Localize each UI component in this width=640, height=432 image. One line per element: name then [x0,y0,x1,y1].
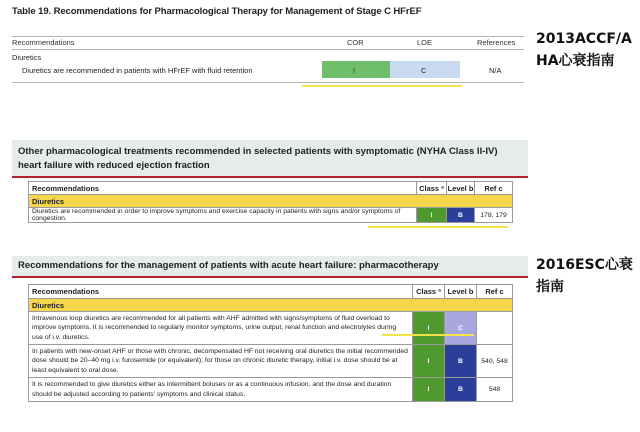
side-note-esc [536,254,633,298]
esc1-row1-text: Diuretics are recommended in order to improve symptoms and exercise capacity in patients with signs and/or symptoms of congestion. [29,208,417,223]
esc2-row3-level: B [445,378,477,402]
aha-table-title: Table 19. Recommendations for Pharmacological Therapy for Management of Stage C HFrEF [12,6,422,17]
aha-header-recommendations: Recommendations [12,38,75,47]
esc2-header-recommendations: Recommendations [29,285,413,299]
esc2-highlight-underline [382,334,474,336]
esc1-title: Other pharmacological treatments recommended in selected patients with symptomatic (NYHA Class II-IV) heart failure with reduced ejection fraction [18,146,498,171]
esc2-row2-class: I [413,345,445,378]
aha-section-diuretics: Diuretics [12,53,42,62]
aha-cor-cell [322,61,390,78]
table-row [29,312,513,345]
side-note-esc-line2: 指南 [536,279,564,295]
esc2-section-diuretics: Diuretics [29,299,513,312]
side-note-aha [536,28,632,72]
aha-header-loe: LOE [417,38,433,47]
esc2-table [28,284,513,402]
aha-ref-value: N/A [489,66,502,75]
esc2-title: Recommendations for the management of patients with acute heart failure: pharmacotherapy [18,260,439,271]
table-row [29,378,513,402]
aha-header-cor: COR [347,38,364,47]
esc1-title-rule [12,176,528,178]
esc2-header-level: Level b [445,285,477,299]
esc2-row1-level: C [445,312,477,345]
table-row [29,345,513,378]
side-note-aha-line2: HA心衰指南 [536,53,615,69]
aha-recommendation-text: Diuretics are recommended in patients with HFrEF with fluid retention [22,66,253,75]
esc2-row1-class: I [413,312,445,345]
aha-loe-value: C [421,66,427,75]
table-row [29,208,513,223]
esc1-header-recommendations: Recommendations [29,182,417,195]
aha-header-references: References [477,38,516,47]
side-note-esc-line1: 2016ESC心衰 [536,257,633,273]
esc1-row1-ref: 178, 179 [475,208,513,223]
esc2-row3-text: It is recommended to give diuretics either as intermittent boluses or as a continuous infusion, and the dose and duration should be adjusted according to patients' symptoms and clinical status. [29,378,413,402]
aha-cor-value: I [353,66,356,75]
esc1-row1-class: I [417,208,447,223]
aha-header-bottom-rule [12,49,524,50]
esc2-row2-text: In patients with new-onset AHF or those with chronic, decompensated HF not receiving oral diuretics the initial recommended dose should be 20–40 mg i.v. furosemide (or equivalent); for those on chronic diuretic therapy, initial i.v. dose should be at least equivalent to oral dose. [29,345,413,378]
esc2-header-class: Class ª [413,285,445,299]
esc1-row1-level: B [447,208,475,223]
esc1-table [28,181,513,223]
esc2-row2-ref: 540, 548 [477,345,513,378]
esc1-header-level: Level b [447,183,474,193]
aha-highlight-underline [302,85,462,87]
aha-row-bottom-rule [12,82,524,83]
esc1-header-class: Class ª [417,182,447,195]
esc2-title-rule [12,276,528,278]
esc1-header-row [29,182,513,195]
esc2-row1-text: Intravenous loop diuretics are recommended for all patients with AHF admitted with signs/symptoms of fluid overload to improve symptoms. It is recommended to regularly monitor symptoms, urine output, renal function and electrolytes during use of i.v. diuretics. [29,312,413,345]
esc2-section-row [29,299,513,312]
side-note-aha-line1: 2013ACCF/A [536,31,632,47]
aha-header-top-rule [12,36,524,37]
esc2-row2-level: B [445,345,477,378]
esc1-highlight-underline [368,226,508,228]
esc1-header-ref: Ref c [475,182,513,195]
esc1-section-diuretics: Diuretics [29,195,513,208]
esc2-row3-class: I [413,378,445,402]
esc2-header-row [29,285,513,299]
esc2-row3-ref: 548 [477,378,513,402]
esc2-header-ref: Ref c [477,285,513,299]
esc1-section-row [29,195,513,208]
esc2-row1-ref [477,312,513,345]
